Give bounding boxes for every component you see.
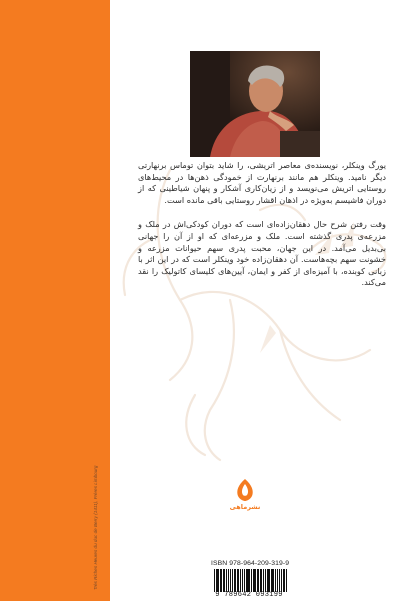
barcode-bar bbox=[268, 569, 269, 592]
barcode-bar bbox=[230, 569, 231, 592]
publisher-logo bbox=[229, 478, 261, 512]
barcode-bar bbox=[254, 569, 256, 592]
synopsis-paragraph-2: وقت رفتن شرح حال دهقان‌زاده‌ای است که دوران کودکی‌اش در ملک و مزرعه‌ی پدری گذشته است. ملک و مزرعه‌ای که او از آن را جهانی بی‌بدیل می‌آمد. در این جهان، محبت پدری سهم حیوانات مزرعه و خشونت سهم بچه‌هاست. آن دهقان‌زاده خود وینکلر است که در این اثر با زبانی کوبنده، با آمیزه‌ای از کفر و ایمان، آیین‌های کلیسای کاتولیک را نقد می‌کند. bbox=[138, 219, 386, 288]
barcode-bar bbox=[247, 569, 248, 592]
barcode-bar bbox=[284, 569, 285, 592]
barcode-bar bbox=[217, 569, 218, 592]
barcode-bar bbox=[228, 569, 229, 592]
barcode-bar bbox=[286, 569, 287, 592]
barcode-bar bbox=[279, 569, 280, 592]
barcode bbox=[208, 568, 290, 601]
barcode-bar bbox=[237, 569, 239, 592]
publisher-logo-text: نشرماهی bbox=[229, 503, 261, 511]
author-photo bbox=[190, 51, 320, 157]
barcode-bar bbox=[223, 569, 225, 592]
barcode-bar bbox=[220, 569, 221, 592]
image-credit: Très Riches Heures du duc de Berry (1411), Frères Limbourg bbox=[93, 465, 98, 590]
barcode-bar bbox=[214, 569, 215, 592]
barcode-bar bbox=[272, 569, 274, 592]
barcode-bar bbox=[267, 569, 268, 592]
barcode-bar bbox=[244, 569, 245, 592]
barcode-bar bbox=[257, 569, 258, 592]
barcode-bar bbox=[263, 569, 264, 592]
barcode-bar bbox=[226, 569, 227, 592]
barcode-bar bbox=[242, 569, 243, 592]
barcode-number: 9 789642 093199 bbox=[215, 591, 283, 599]
synopsis bbox=[138, 160, 386, 302]
barcode-bar bbox=[249, 569, 250, 592]
barcode-bar bbox=[261, 569, 262, 592]
back-cover bbox=[110, 0, 400, 601]
synopsis-paragraph-1: یورگ وینکلر، نویسنده‌ی معاصر اتریشی، را شاید بتوان توماس برنهارتی دیگر نامید. وینکلر هم مانند برنهارت از خمودگی ذهن‌ها در محیط‌های روستایی اتریش می‌نویسد و از زیان‌کاری آشکار و پنهان شیاطینی که از دوران فاشیسم به‌ویژه در اذهان اقشار روستایی باقی مانده است. bbox=[138, 160, 386, 205]
barcode-bars bbox=[214, 569, 288, 592]
isbn-label: ISBN 978-964-209-319-9 bbox=[211, 560, 290, 567]
barcode-bar bbox=[232, 569, 233, 592]
